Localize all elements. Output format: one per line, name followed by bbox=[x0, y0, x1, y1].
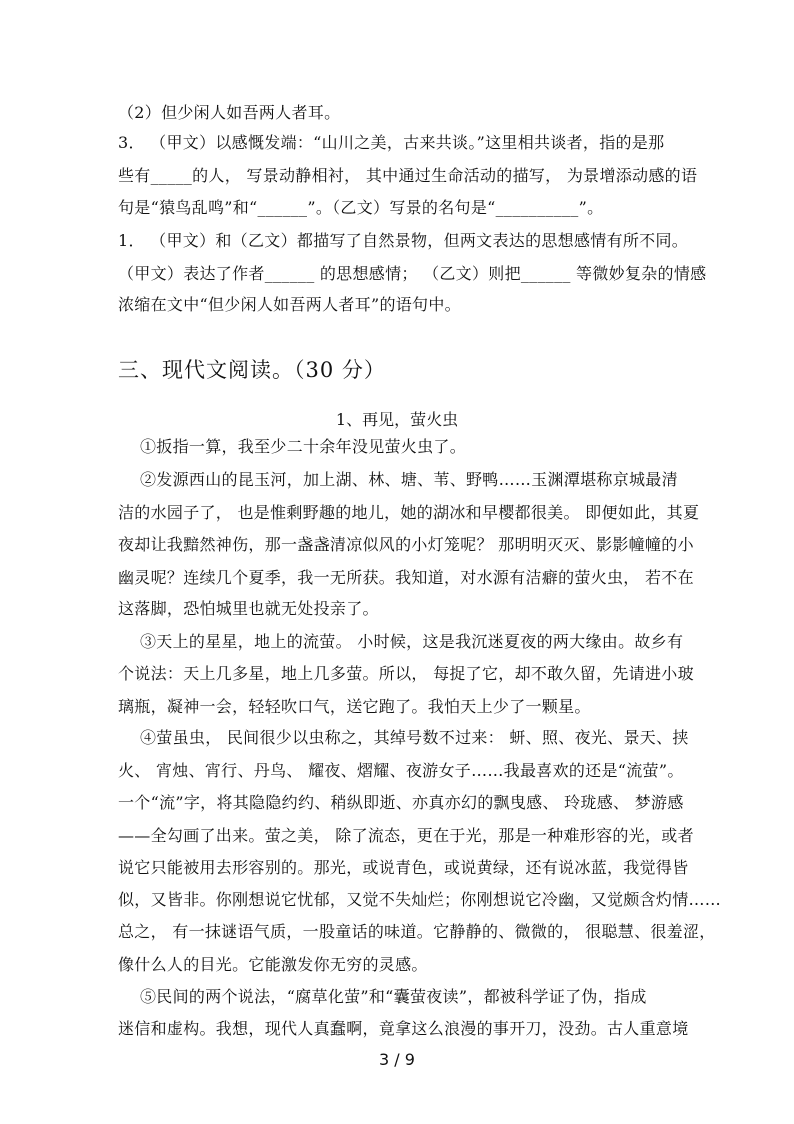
question-line: 3． （甲文）以感慨发端：“山川之美，古来共谈。”这里相共谈者，指的是那 bbox=[118, 133, 665, 152]
article-line: ——全勾画了出来。萤之美， 除了流态，更在于光，那是一种难形容的光，或者 bbox=[118, 826, 694, 845]
page-number: 3 / 9 bbox=[379, 1050, 415, 1069]
article-line: 总之， 有一抹谜语气质，一股童话的味道。它静静的、微微的， 很聪慧、很羞涩， bbox=[118, 922, 716, 941]
question-line: 句是“猿鸟乱鸣”和“______”。（乙文）写景的名句是“__________”。 bbox=[118, 198, 604, 217]
article-line: 洁的水园子了， 也是惟剩野趣的地儿，她的湖冰和早樱都很美。 即便如此，其夏 bbox=[118, 503, 700, 522]
article-line: 夜却让我黯然神伤，那一盏盏清凉似风的小灯笼呢？ 那明明灭灭、影影幢幢的小 bbox=[118, 535, 694, 554]
article-line: ⑤民间的两个说法，“腐草化萤”和“囊萤夜读”，都被科学证了伪，指成 bbox=[140, 987, 647, 1006]
question-line: （甲文）表达了作者______ 的思想感情； （乙文）则把______ 等微妙复杂的情感 bbox=[118, 264, 707, 283]
article-line: ③天上的星星，地上的流萤。 小时候，这是我沉迷夏夜的两大缘由。故乡有 bbox=[140, 632, 684, 651]
article-line: ②发源西山的昆玉河，加上湖、林、塘、苇、野鸭……玉渊潭堪称京城最清 bbox=[140, 470, 678, 489]
question-line: （2）但少闲人如吾两人者耳。 bbox=[118, 103, 341, 122]
article-line: 似，又皆非。你刚想说它忧郁，又觉不失灿烂；你刚想说它冷幽，又觉颇含灼情…… bbox=[118, 890, 722, 909]
article-line: ①扳指一算，我至少二十余年没见萤火虫了。 bbox=[140, 437, 467, 456]
article-line: 迷信和虚构。我想，现代人真蠢啊，竟拿这么浪漫的事开刀，没劲。古人重意境 bbox=[118, 1019, 689, 1038]
question-line: 浓缩在文中“但少闲人如吾两人者耳”的语句中。 bbox=[118, 295, 461, 314]
article-line: 这落脚，恐怕城里也就无处投亲了。 bbox=[118, 599, 379, 618]
article-line: 火、 宵烛、宵行、丹鸟、 耀夜、熠耀、夜游女子……我最喜欢的还是“流萤”。 bbox=[118, 761, 684, 780]
article-line: 幽灵呢？连续几个夏季，我一无所获。我知道，对水源有洁癖的萤火虫， 若不在 bbox=[118, 568, 694, 587]
article-line: 璃瓶，凝神一会，轻轻吹口气，送它跑了。我怕天上少了一颗星。 bbox=[118, 697, 591, 716]
article-line: ④萤虽虫， 民间很少以虫称之，其绰号数不过来： 蚈、照、夜光、景天、挟 bbox=[140, 728, 689, 747]
question-line: 1． （甲文）和（乙文）都描写了自然景物，但两文表达的思想感情有所不同。 bbox=[118, 231, 689, 250]
article-line: 像什么人的目光。它能激发你无穷的灵感。 bbox=[118, 955, 428, 974]
section-title: 三、现代文阅读。（30 分） bbox=[118, 358, 386, 382]
question-line: 些有_____的人， 写景动静相衬， 其中通过生命活动的描写， 为景增添动感的语 bbox=[118, 166, 698, 185]
article-title: 1、再见，萤火虫 bbox=[335, 410, 459, 429]
article-line: 说它只能被用去形容别的。那光，或说青色，或说黄绿，还有说冰蓝，我觉得皆 bbox=[118, 858, 689, 877]
article-line: 个说法：天上几多星，地上几多萤。所以， 每捉了它，却不敢久留，先请进小玻 bbox=[118, 664, 694, 683]
article-line: 一个“流”字，将其隐隐约约、稍纵即逝、亦真亦幻的飘曳感、 玲珑感、 梦游感 bbox=[118, 793, 684, 812]
